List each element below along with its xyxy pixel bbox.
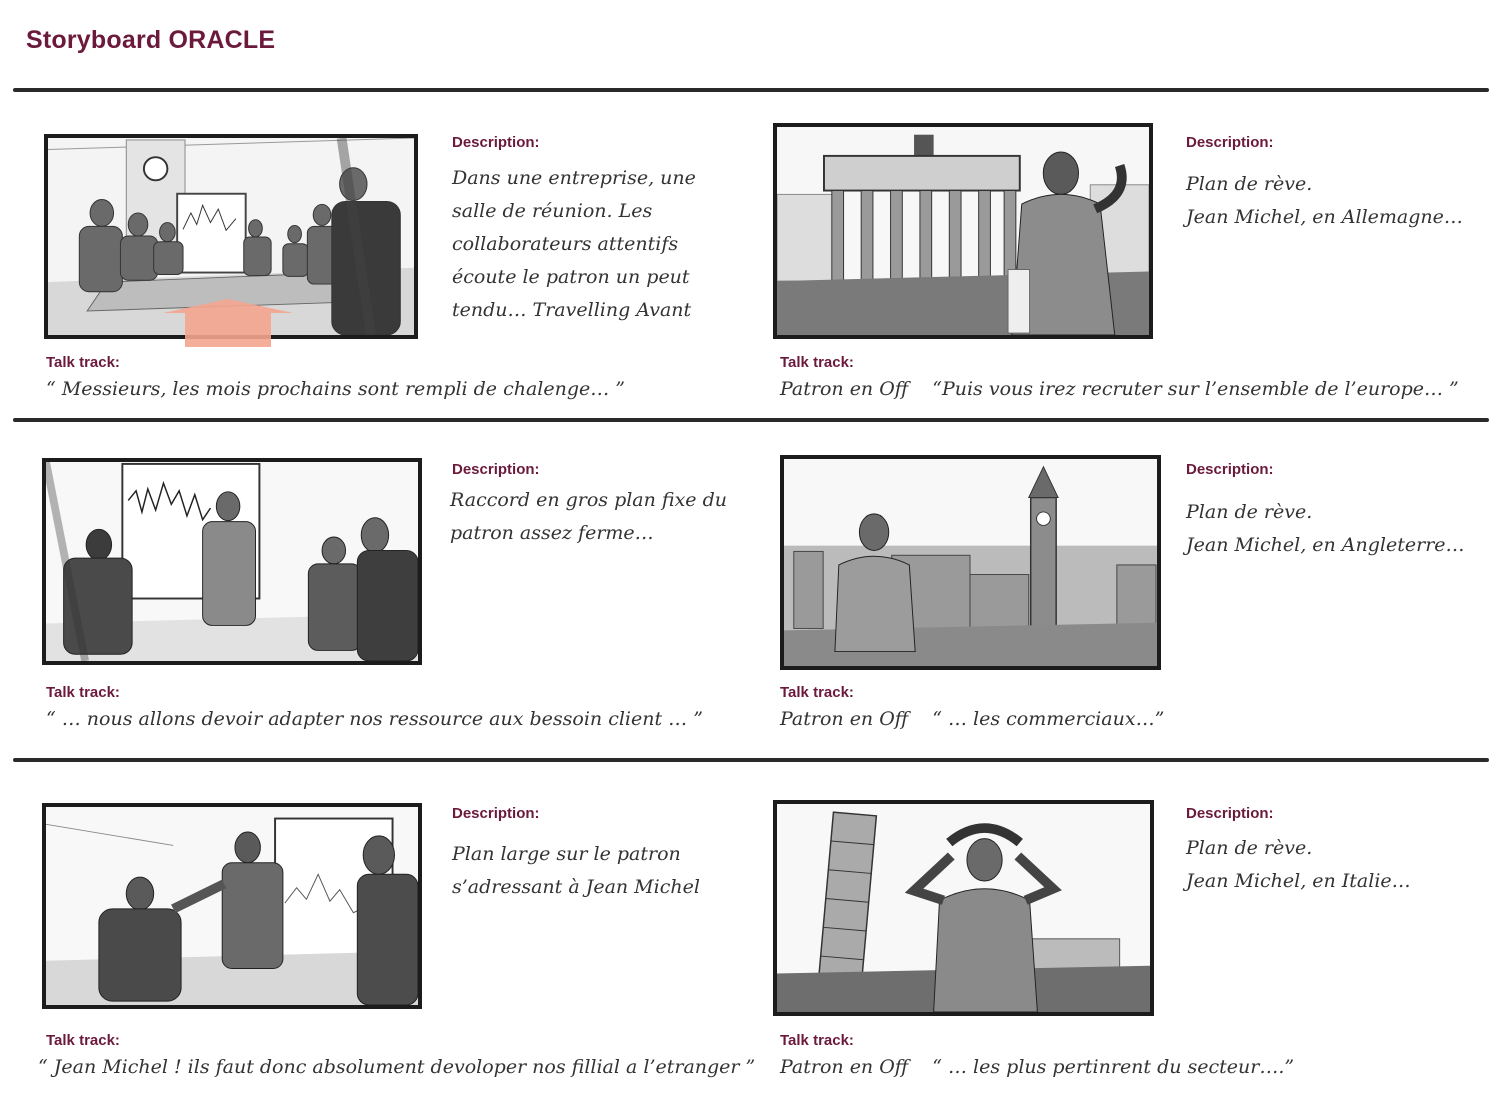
panel-2-description-label: Description:: [1186, 134, 1274, 151]
panel-5-image: [42, 803, 422, 1009]
panel-2-talk-label: Talk track:: [780, 354, 854, 371]
description-line: Plan de rève.: [1186, 837, 1313, 859]
panel-2-image: [773, 123, 1153, 339]
forward-arrow-icon: [163, 297, 293, 347]
pisa-tower-sketch: [777, 804, 1150, 1012]
panel-4-description: [1186, 496, 1465, 562]
panel-3-talk-label: Talk track:: [46, 684, 120, 701]
panel-4-talk-track: [780, 703, 1164, 736]
panel-5-talk-label: Talk track:: [46, 1032, 120, 1049]
panel-5-description-label: Description:: [452, 805, 540, 822]
description-line: patron assez ferme…: [450, 522, 654, 544]
description-line: Dans une entreprise, une: [452, 167, 696, 189]
panel-2-talk-track: [780, 373, 1459, 406]
boss-presentation-sketch: [46, 462, 418, 661]
divider-1: [13, 418, 1489, 422]
panel-1-description-label: Description:: [452, 134, 540, 151]
description-line: Jean Michel, en Angleterre…: [1186, 534, 1465, 556]
travelling-arrow: [163, 297, 293, 347]
panel-4-talk-label: Talk track:: [780, 684, 854, 701]
panel-4-description-label: Description:: [1186, 461, 1274, 478]
panel-6-image: [773, 800, 1154, 1016]
talk-text: “ … les commerciaux…”: [932, 708, 1165, 730]
panel-2-description: [1186, 168, 1463, 234]
speaker-label: Patron en Off: [780, 378, 909, 400]
divider-top: [13, 88, 1489, 92]
talk-text: “ … les plus pertinrent du secteur….”: [932, 1056, 1295, 1078]
panel-6-talk-label: Talk track:: [780, 1032, 854, 1049]
panel-4-image: [780, 455, 1161, 670]
panel-3-description-label: Description:: [452, 461, 540, 478]
panel-1-description: [452, 162, 696, 327]
description-line: Jean Michel, en Allemagne…: [1186, 206, 1463, 228]
speaker-label: Patron en Off: [780, 708, 909, 730]
description-line: salle de réunion. Les: [452, 200, 653, 222]
panel-1-talk-track: [46, 373, 625, 406]
panel-1-talk-label: Talk track:: [46, 354, 120, 371]
boss-pointing-sketch: [46, 807, 418, 1005]
talk-text: “ Jean Michel ! ils faut donc absolument devoloper nos fillial a l’etranger ”: [38, 1056, 756, 1078]
description-line: Raccord en gros plan fixe du: [450, 489, 727, 511]
big-ben-sketch: [784, 459, 1157, 666]
panel-3-description: [450, 484, 727, 550]
description-line: Plan de rève.: [1186, 173, 1313, 195]
description-line: s’adressant à Jean Michel: [452, 876, 700, 898]
brandenburg-gate-sketch: [777, 127, 1149, 335]
panel-6-description: [1186, 832, 1411, 898]
talk-text: “Puis vous irez recruter sur l’ensemble de l’europe… ”: [932, 378, 1459, 400]
panel-3-talk-track: [46, 703, 703, 736]
description-line: Jean Michel, en Italie…: [1186, 870, 1411, 892]
divider-2: [13, 758, 1489, 762]
description-line: tendu… Travelling Avant: [452, 299, 692, 321]
panel-5-description: [452, 838, 700, 904]
description-line: collaborateurs attentifs: [452, 233, 679, 255]
talk-text: “ Messieurs, les mois prochains sont rempli de chalenge… ”: [46, 378, 626, 400]
talk-text: “ … nous allons devoir adapter nos ressource aux bessoin client … ”: [46, 708, 703, 730]
panel-3-image: [42, 458, 422, 665]
description-line: écoute le patron un peut: [452, 266, 690, 288]
panel-5-talk-track: [38, 1051, 755, 1084]
speaker-label: Patron en Off: [780, 1056, 909, 1078]
page-title: Storyboard ORACLE: [26, 26, 276, 54]
description-line: Plan de rève.: [1186, 501, 1313, 523]
panel-6-talk-track: [780, 1051, 1294, 1084]
panel-6-description-label: Description:: [1186, 805, 1274, 822]
description-line: Plan large sur le patron: [452, 843, 681, 865]
